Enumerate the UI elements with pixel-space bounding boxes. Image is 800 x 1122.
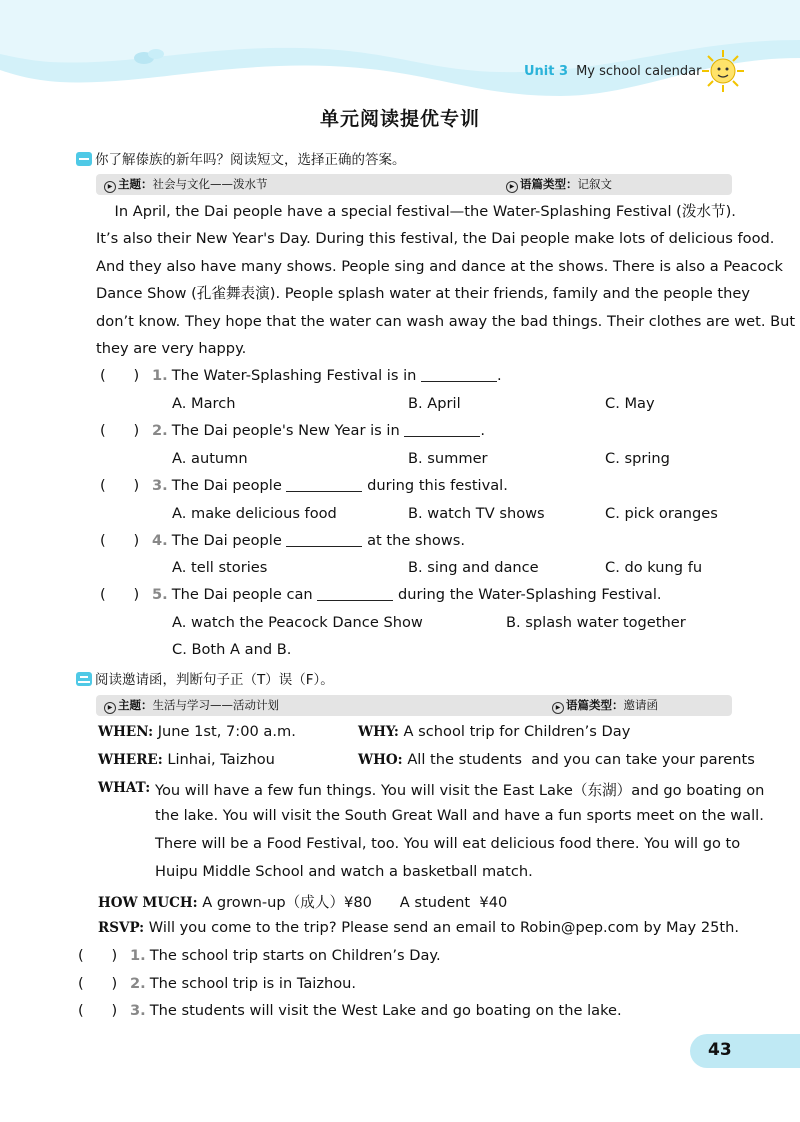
section2-heading-text: 阅读邀请函，判断句子正（T）误（F）。: [95, 672, 334, 688]
answer-blank[interactable]: ( ): [100, 422, 140, 439]
answer-blank[interactable]: ( ): [78, 947, 118, 964]
section1-heading-text: 你了解傣族的新年吗？阅读短文，选择正确的答案。: [95, 152, 406, 168]
unit-title: My school calendar: [576, 64, 702, 79]
section2-heading: [76, 668, 334, 688]
question-5: ( ) 5. The Dai people can during the Water-Splashing Festival.: [100, 586, 662, 603]
section-two-icon: [76, 672, 92, 686]
what-line: You will have a few fun things. You will visit the East Lake（东湖）and go boating on: [155, 782, 765, 799]
who-row: WHO: All the students and you can take your parents: [358, 751, 755, 768]
page-title: 单元阅读提优专训: [319, 108, 480, 130]
header-wave-band: [0, 0, 800, 120]
option: A. autumn: [172, 450, 248, 467]
where-row: WHERE: Linhai, Taizhou: [98, 751, 275, 768]
question-2: ( ) 2. The Dai people's New Year is in .: [100, 422, 485, 439]
passage-line: And they also have many shows. People sing and dance at the shows. There is also a Peacock: [96, 257, 783, 275]
fill-blank[interactable]: [421, 369, 497, 382]
option: B. summer: [408, 450, 488, 467]
answer-blank[interactable]: ( ): [100, 477, 140, 494]
fill-blank[interactable]: [317, 588, 393, 601]
option: B. sing and dance: [408, 559, 539, 576]
what-line: Huipu Middle School and watch a basketball match.: [155, 863, 533, 880]
section1-info-bar: ▶ 主题：社会与文化——泼水节 ▶ 语篇类型：记叙文: [96, 174, 732, 195]
answer-blank[interactable]: ( ): [78, 975, 118, 992]
unit-label: Unit 3: [524, 64, 569, 79]
option: B. April: [408, 395, 461, 412]
why-row: WHY: A school trip for Children’s Day: [358, 723, 631, 740]
howmuch-row: HOW MUCH: A grown-up（成人）¥80 A student ¥40: [98, 894, 508, 911]
rsvp-row: RSVP: Will you come to the trip? Please send an email to Robin@pep.com by May 25th.: [98, 919, 739, 936]
option: A. March: [172, 395, 236, 412]
page-number: 43: [708, 1040, 732, 1060]
play-circle-icon: ▶: [506, 181, 518, 193]
option: C. Both A and B.: [172, 641, 292, 658]
fill-blank[interactable]: [286, 534, 362, 547]
statement-2: ( ) 2. The school trip is in Taizhou.: [78, 975, 357, 992]
play-circle-icon: ▶: [104, 702, 116, 714]
option: C. pick oranges: [605, 505, 718, 522]
when-row: WHEN: June 1st, 7:00 a.m.: [98, 723, 296, 740]
question-1: ( ) 1. The Water-Splashing Festival is in .: [100, 367, 502, 384]
section-one-icon: [76, 152, 92, 166]
passage-line: In April, the Dai people have a special festival—the Water-Splashing Festival (泼水节).: [96, 203, 736, 220]
passage-line: Dance Show (孔雀舞表演). People splash water at their friends, family and the people they: [96, 285, 750, 303]
unit-header: [524, 64, 701, 79]
section2-info-bar: ▶ 主题：生活与学习——活动计划 ▶ 语篇类型：邀请函: [96, 695, 732, 716]
passage-line: It’s also their New Year's Day. During this festival, the Dai people make lots of delicious food.: [96, 230, 775, 248]
option: C. do kung fu: [605, 559, 703, 576]
passage: [96, 198, 796, 362]
answer-blank[interactable]: ( ): [100, 367, 140, 384]
answer-blank[interactable]: ( ): [100, 586, 140, 603]
sun-mascot-icon: [700, 48, 746, 94]
play-circle-icon: ▶: [552, 702, 564, 714]
option: A. watch the Peacock Dance Show: [172, 614, 423, 631]
what-line: There will be a Food Festival, too. You will eat delicious food there. You will go to: [155, 835, 741, 852]
play-circle-icon: ▶: [104, 181, 116, 193]
answer-blank[interactable]: ( ): [100, 532, 140, 549]
leaf-decoration-icon: [130, 44, 170, 68]
page-number-tab: [690, 1034, 800, 1068]
fill-blank[interactable]: [286, 479, 362, 492]
fill-blank[interactable]: [404, 424, 480, 437]
what-line: the lake. You will visit the South Great Wall and have a fun sports meet on the wall.: [155, 807, 764, 824]
option: B. watch TV shows: [408, 505, 545, 522]
statement-3: ( ) 3. The students will visit the West Lake and go boating on the lake.: [78, 1002, 622, 1019]
passage-line: don’t know. They hope that the water can wash away the bad things. Their clothes are wet. But: [96, 312, 796, 330]
question-4: ( ) 4. The Dai people at the shows.: [100, 532, 465, 549]
option: B. splash water together: [506, 614, 686, 631]
what-label: WHAT:: [98, 780, 151, 796]
option: A. make delicious food: [172, 505, 337, 522]
option: C. spring: [605, 450, 670, 467]
option: C. May: [605, 395, 655, 412]
question-3: ( ) 3. The Dai people during this festival.: [100, 477, 508, 494]
passage-line: they are very happy.: [96, 340, 247, 358]
section1-heading: [76, 148, 406, 168]
statement-1: ( ) 1. The school trip starts on Children’s Day.: [78, 947, 441, 964]
answer-blank[interactable]: ( ): [78, 1002, 118, 1019]
option: A. tell stories: [172, 559, 268, 576]
